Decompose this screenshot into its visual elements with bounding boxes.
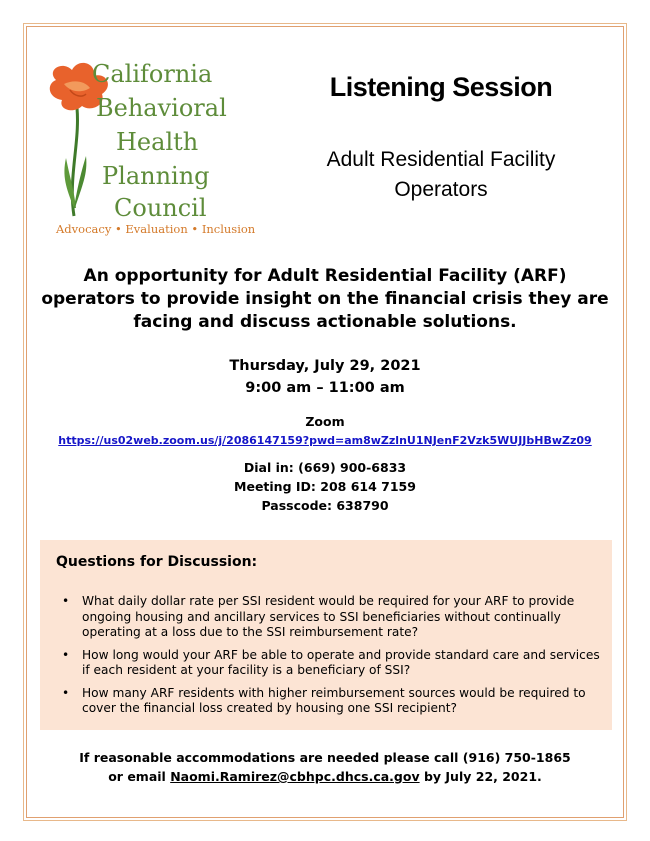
session-time: 9:00 am – 11:00 am <box>245 380 405 396</box>
meeting-id: Meeting ID: 208 614 7159 <box>234 479 416 494</box>
logo-line-behavioral: Behavioral <box>96 94 227 122</box>
bullet-icon: • <box>62 685 70 700</box>
logo <box>44 56 254 241</box>
zoom-label: Zoom <box>305 414 345 429</box>
dial-info <box>36 458 614 515</box>
page-subtitle <box>290 145 592 205</box>
dial-in-number: Dial in: (669) 900-6833 <box>243 460 407 475</box>
questions-panel <box>40 540 612 730</box>
footer-line-2 <box>36 767 614 786</box>
intro-line-2: operators to provide insight on the financial crisis they are <box>41 289 609 309</box>
questions-list <box>60 594 600 724</box>
passcode: Passcode: 638790 <box>261 498 389 513</box>
list-item <box>60 686 600 717</box>
list-item <box>60 648 600 679</box>
questions-heading: Questions for Discussion: <box>56 554 258 570</box>
bullet-icon: • <box>62 594 70 608</box>
question-text: How long would your ARF be able to operate and provide standard care and services if each resident at your facility is a beneficiary of SSI? <box>82 647 600 677</box>
bullet-icon: • <box>62 647 70 662</box>
intro-line-3: facing and discuss actionable solutions. <box>133 312 517 332</box>
page-title: Listening Session <box>329 72 553 102</box>
question-text: How many ARF residents with higher reimbursement sources would be required to cover the financial loss created by housing one SSI recipient? <box>82 685 586 715</box>
question-text: What daily dollar rate per SSI resident would be required for your ARF to provide ongoing housing and ancillary services to SSI beneficiaries without continually operating at a loss due to the SSI reimbursement rate? <box>82 594 575 639</box>
logo-line-health: Health <box>116 128 199 156</box>
session-datetime <box>36 355 614 399</box>
zoom-link[interactable]: https://us02web.zoom.us/j/2086147159?pwd=am8wZzlnU1NJenF2Vzk5WUJJbHBwZz09 <box>58 434 592 447</box>
session-date: Thursday, July 29, 2021 <box>229 358 421 374</box>
intro-statement <box>36 265 614 334</box>
logo-line-planning: Planning <box>102 162 210 190</box>
list-item <box>60 594 600 641</box>
subtitle-line-2: Operators <box>394 178 488 201</box>
logo-line-california: California <box>92 60 213 88</box>
logo-line-council: Council <box>114 194 207 222</box>
intro-line-1: An opportunity for Adult Residential Facility (ARF) <box>83 266 567 286</box>
subtitle-line-1: Adult Residential Facility <box>326 148 556 171</box>
accommodations-note <box>36 748 614 786</box>
footer-suffix: by July 22, 2021. <box>419 769 542 784</box>
email-link[interactable]: Naomi.Ramirez@cbhpc.dhcs.ca.gov <box>170 769 420 784</box>
logo-tagline: Advocacy • Evaluation • Inclusion <box>56 222 256 236</box>
zoom-info <box>30 413 620 450</box>
footer-prefix: or email <box>108 769 171 784</box>
footer-line-1: If reasonable accommodations are needed please call (916) 750-1865 <box>79 750 571 765</box>
